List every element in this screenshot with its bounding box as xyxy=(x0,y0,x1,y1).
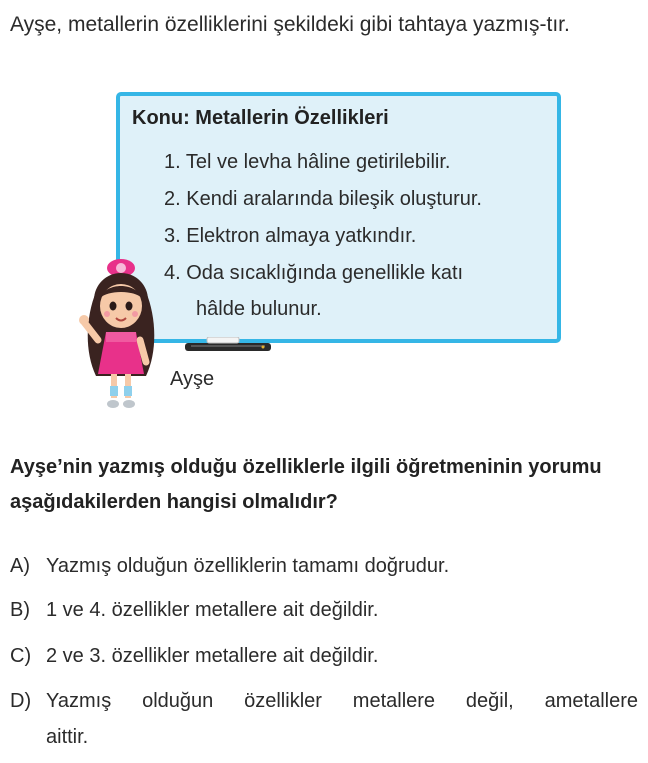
option-c-text: 2 ve 3. özellikler metallere ait değildir. xyxy=(46,645,379,667)
option-a-text: Yazmış olduğun özelliklerin tamamı doğrudur. xyxy=(46,555,450,577)
blackboard xyxy=(116,92,561,343)
girl-character-illustration xyxy=(76,256,166,412)
board-item-4: 4. Oda sıcaklığında genellikle katı xyxy=(164,262,464,284)
option-d-text-continued: aittir. xyxy=(46,726,89,748)
board-item-3: 3. Elektron almaya yatkındır. xyxy=(164,225,417,247)
option-b-text: 1 ve 4. özellikler metallere ait değildir. xyxy=(46,599,379,621)
question-text: Ayşe’nin yazmış olduğu özelliklerle ilgili öğretmeninin yorumu aşağıdakilerden hangisi olmalıdır? xyxy=(10,456,602,513)
option-d-text: Yazmış olduğun özellikler metallere değil, ametallere xyxy=(46,690,638,712)
option-b-letter: B) xyxy=(10,599,30,621)
intro-text: Ayşe, metallerin özelliklerini şekildeki gibi tahtaya yazmış-tır. xyxy=(10,13,570,36)
board-item-1: 1. Tel ve levha hâline getirilebilir. xyxy=(164,151,451,173)
board-item-4-continued: hâlde bulunur. xyxy=(196,298,322,320)
option-a-letter: A) xyxy=(10,555,30,577)
option-d-letter: D) xyxy=(10,690,32,712)
board-item-2: 2. Kendi aralarında bileşik oluşturur. xyxy=(164,188,482,210)
board-eraser-icon xyxy=(185,337,271,352)
board-title: Konu: Metallerin Özellikleri xyxy=(132,107,389,129)
option-c-letter: C) xyxy=(10,645,32,667)
character-name-label: Ayşe xyxy=(170,368,215,390)
